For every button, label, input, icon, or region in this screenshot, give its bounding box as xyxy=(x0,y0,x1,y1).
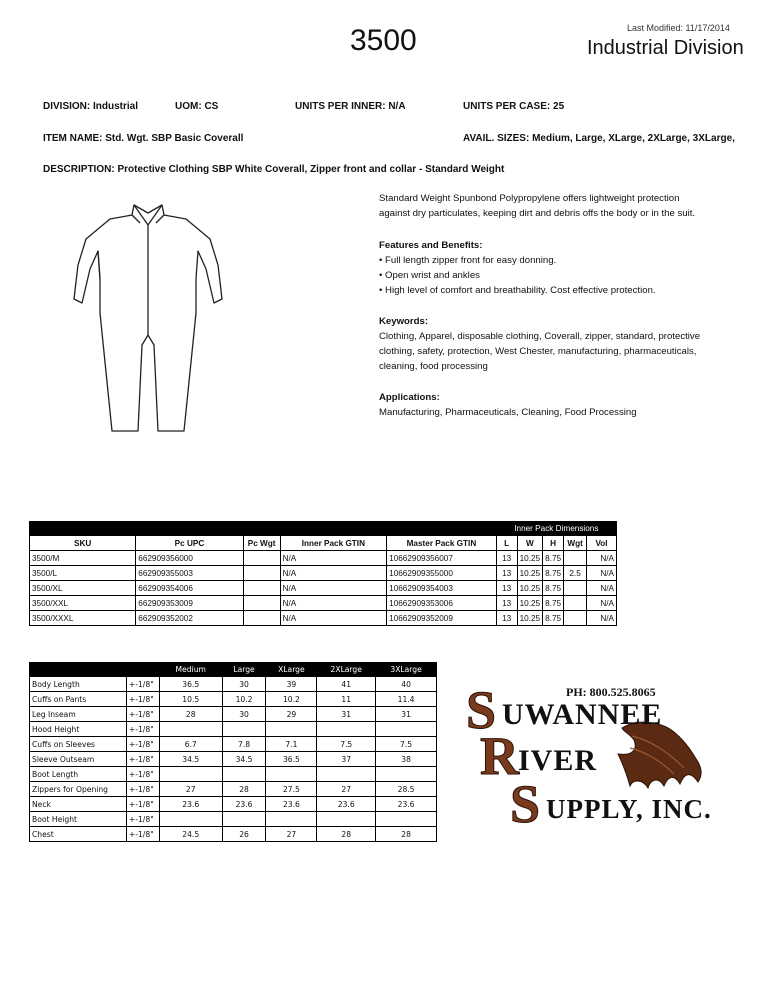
tolerance-cell: +-1/8" xyxy=(126,812,159,827)
inner-gtin-cell: N/A xyxy=(280,611,387,626)
medium-cell: 28 xyxy=(159,707,222,722)
large-cell: 23.6 xyxy=(222,797,266,812)
pc-wgt-cell xyxy=(243,611,280,626)
logo-initial-r: R xyxy=(480,726,519,786)
column-header: W xyxy=(517,536,543,551)
xlarge-cell xyxy=(266,722,317,737)
intro-line: against dry particulates, keeping dirt and debris offs the body or in the suit. xyxy=(379,208,696,219)
3xlarge-cell xyxy=(376,722,437,737)
column-header: Pc UPC xyxy=(136,536,243,551)
column-header: Medium xyxy=(159,663,222,677)
xlarge-cell: 27.5 xyxy=(266,782,317,797)
applications-block xyxy=(379,390,749,420)
medium-cell: 10.5 xyxy=(159,692,222,707)
suwannee-river-supply-logo xyxy=(462,670,744,830)
large-cell xyxy=(222,767,266,782)
height-cell: 8.75 xyxy=(543,581,564,596)
width-cell: 10.25 xyxy=(517,566,543,581)
logo-initial-s1: S xyxy=(466,680,497,740)
upc-cell: 662909353009 xyxy=(136,596,243,611)
xlarge-cell xyxy=(266,812,317,827)
units-per-inner-label: UNITS PER INNER: N/A xyxy=(295,101,406,112)
keywords-line: cleaning, food processing xyxy=(379,361,488,372)
width-cell: 10.25 xyxy=(517,581,543,596)
3xlarge-cell xyxy=(376,812,437,827)
logo-initial-s2: S xyxy=(510,774,541,830)
2xlarge-cell xyxy=(317,722,376,737)
description-label: DESCRIPTION: Protective Clothing SBP White Coverall, Zipper front and collar - Standard Weight xyxy=(43,164,505,175)
xlarge-cell: 10.2 xyxy=(266,692,317,707)
tolerance-cell: +-1/8" xyxy=(126,737,159,752)
tolerance-cell: +-1/8" xyxy=(126,692,159,707)
column-header: 3XLarge xyxy=(376,663,437,677)
large-cell xyxy=(222,812,266,827)
large-cell: 26 xyxy=(222,827,266,842)
upc-cell: 662909352002 xyxy=(136,611,243,626)
division-title: Industrial Division xyxy=(587,37,744,59)
3xlarge-cell: 28 xyxy=(376,827,437,842)
2xlarge-cell xyxy=(317,812,376,827)
item-number: 3500 xyxy=(350,24,417,57)
3xlarge-cell: 7.5 xyxy=(376,737,437,752)
2xlarge-cell: 28 xyxy=(317,827,376,842)
table-row xyxy=(30,812,437,827)
large-cell: 10.2 xyxy=(222,692,266,707)
medium-cell: 24.5 xyxy=(159,827,222,842)
2xlarge-cell: 23.6 xyxy=(317,797,376,812)
tolerance-cell: +-1/8" xyxy=(126,752,159,767)
volume-cell: N/A xyxy=(587,596,617,611)
sku-cell: 3500/M xyxy=(30,551,136,566)
length-cell: 13 xyxy=(496,581,517,596)
2xlarge-cell: 11 xyxy=(317,692,376,707)
master-gtin-cell: 10662909354003 xyxy=(387,581,497,596)
last-modified: Last Modified: 11/17/2014 xyxy=(627,23,730,33)
table-row xyxy=(30,566,617,581)
column-header: L xyxy=(496,536,517,551)
master-gtin-cell: 10662909356007 xyxy=(387,551,497,566)
features-title: Features and Benefits: xyxy=(379,240,483,251)
table-row xyxy=(30,581,617,596)
xlarge-cell: 39 xyxy=(266,677,317,692)
features-block xyxy=(379,238,749,298)
width-cell: 10.25 xyxy=(517,551,543,566)
xlarge-cell: 29 xyxy=(266,707,317,722)
keywords-title: Keywords: xyxy=(379,316,429,327)
3xlarge-cell xyxy=(376,767,437,782)
xlarge-cell: 27 xyxy=(266,827,317,842)
pc-wgt-cell xyxy=(243,596,280,611)
large-cell: 34.5 xyxy=(222,752,266,767)
upc-cell: 662909356000 xyxy=(136,551,243,566)
measurement-label: Neck xyxy=(30,797,127,812)
size-chart-table xyxy=(29,662,437,842)
width-cell: 10.25 xyxy=(517,611,543,626)
xlarge-cell: 23.6 xyxy=(266,797,317,812)
length-cell: 13 xyxy=(496,566,517,581)
division-label: DIVISION: Industrial xyxy=(43,101,139,112)
height-cell: 8.75 xyxy=(543,551,564,566)
sku-cell: 3500/L xyxy=(30,566,136,581)
3xlarge-cell: 11.4 xyxy=(376,692,437,707)
xlarge-cell: 7.1 xyxy=(266,737,317,752)
pc-wgt-cell xyxy=(243,581,280,596)
width-cell: 10.25 xyxy=(517,596,543,611)
logo-word-suwannee: UWANNEE xyxy=(502,698,663,731)
table-row xyxy=(30,722,437,737)
tolerance-cell: +-1/8" xyxy=(126,722,159,737)
column-header xyxy=(30,663,127,677)
weight-cell xyxy=(564,611,587,626)
length-cell: 13 xyxy=(496,611,517,626)
medium-cell: 23.6 xyxy=(159,797,222,812)
table-row xyxy=(30,677,437,692)
height-cell: 8.75 xyxy=(543,611,564,626)
master-gtin-cell: 10662909352009 xyxy=(387,611,497,626)
keywords-line: clothing, safety, protection, West Chester, manufacturing, pharmaceuticals, xyxy=(379,346,697,357)
master-gtin-cell: 10662909355000 xyxy=(387,566,497,581)
large-cell xyxy=(222,722,266,737)
pc-wgt-cell xyxy=(243,551,280,566)
logo-phone: PH: 800.525.8065 xyxy=(566,685,656,699)
3xlarge-cell: 23.6 xyxy=(376,797,437,812)
measurement-label: Zippers for Opening xyxy=(30,782,127,797)
xlarge-cell: 36.5 xyxy=(266,752,317,767)
volume-cell: N/A xyxy=(587,581,617,596)
tolerance-cell: +-1/8" xyxy=(126,767,159,782)
measurement-label: Cuffs on Pants xyxy=(30,692,127,707)
logo-word-supply: UPPLY, INC. xyxy=(546,794,712,824)
sku-table-group-header xyxy=(30,522,617,536)
product-intro xyxy=(379,191,749,221)
column-header xyxy=(126,663,159,677)
2xlarge-cell xyxy=(317,767,376,782)
length-cell: 13 xyxy=(496,551,517,566)
feature-item: • Full length zipper front for easy donning. xyxy=(379,255,557,266)
table-row xyxy=(30,611,617,626)
length-cell: 13 xyxy=(496,596,517,611)
inner-gtin-cell: N/A xyxy=(280,551,387,566)
table-row xyxy=(30,596,617,611)
logo-word-river: IVER xyxy=(518,744,598,777)
height-cell: 8.75 xyxy=(543,566,564,581)
medium-cell: 34.5 xyxy=(159,752,222,767)
table-row xyxy=(30,782,437,797)
volume-cell: N/A xyxy=(587,611,617,626)
2xlarge-cell: 37 xyxy=(317,752,376,767)
table-row xyxy=(30,737,437,752)
measurement-label: Leg Inseam xyxy=(30,707,127,722)
medium-cell xyxy=(159,722,222,737)
column-header: Wgt xyxy=(564,536,587,551)
weight-cell xyxy=(564,581,587,596)
inner-pack-dimensions-header: Inner Pack Dimensions xyxy=(496,522,616,536)
feature-item: • High level of comfort and breathability. Cost effective protection. xyxy=(379,285,656,296)
inner-gtin-cell: N/A xyxy=(280,581,387,596)
measurement-label: Boot Length xyxy=(30,767,127,782)
2xlarge-cell: 31 xyxy=(317,707,376,722)
large-cell: 30 xyxy=(222,707,266,722)
pc-wgt-cell xyxy=(243,566,280,581)
xlarge-cell xyxy=(266,767,317,782)
tolerance-cell: +-1/8" xyxy=(126,707,159,722)
3xlarge-cell: 28.5 xyxy=(376,782,437,797)
measurement-label: Hood Height xyxy=(30,722,127,737)
2xlarge-cell: 27 xyxy=(317,782,376,797)
table-row xyxy=(30,707,437,722)
table-row xyxy=(30,752,437,767)
inner-gtin-cell: N/A xyxy=(280,596,387,611)
upc-cell: 662909354006 xyxy=(136,581,243,596)
coverall-illustration xyxy=(68,195,228,435)
sku-cell: 3500/XXL xyxy=(30,596,136,611)
medium-cell xyxy=(159,812,222,827)
column-header: H xyxy=(543,536,564,551)
table-row xyxy=(30,767,437,782)
master-gtin-cell: 10662909353006 xyxy=(387,596,497,611)
medium-cell xyxy=(159,767,222,782)
sku-table xyxy=(29,521,617,626)
keywords-line: Clothing, Apparel, disposable clothing, Coverall, zipper, standard, protective xyxy=(379,331,701,342)
weight-cell xyxy=(564,551,587,566)
avail-sizes-label: AVAIL. SIZES: Medium, Large, XLarge, 2XLarge, 3XLarge, xyxy=(463,133,735,144)
weight-cell xyxy=(564,596,587,611)
item-name-label: ITEM NAME: Std. Wgt. SBP Basic Coverall xyxy=(43,133,244,144)
tolerance-cell: +-1/8" xyxy=(126,797,159,812)
medium-cell: 36.5 xyxy=(159,677,222,692)
table-row xyxy=(30,797,437,812)
2xlarge-cell: 41 xyxy=(317,677,376,692)
column-header: Large xyxy=(222,663,266,677)
2xlarge-cell: 7.5 xyxy=(317,737,376,752)
table-row xyxy=(30,551,617,566)
measurement-label: Chest xyxy=(30,827,127,842)
column-header: SKU xyxy=(30,536,136,551)
column-header: Pc Wgt xyxy=(243,536,280,551)
sku-table-header xyxy=(30,536,617,551)
large-cell: 7.8 xyxy=(222,737,266,752)
uom-label: UOM: CS xyxy=(175,101,219,112)
sku-cell: 3500/XXXL xyxy=(30,611,136,626)
tolerance-cell: +-1/8" xyxy=(126,827,159,842)
sku-cell: 3500/XL xyxy=(30,581,136,596)
units-per-case-label: UNITS PER CASE: 25 xyxy=(463,101,565,112)
inner-gtin-cell: N/A xyxy=(280,566,387,581)
size-chart-header xyxy=(30,663,437,677)
3xlarge-cell: 40 xyxy=(376,677,437,692)
applications-text: Manufacturing, Pharmaceuticals, Cleaning, Food Processing xyxy=(379,407,637,418)
measurement-label: Boot Height xyxy=(30,812,127,827)
table-row xyxy=(30,827,437,842)
upc-cell: 662909355003 xyxy=(136,566,243,581)
keywords-block xyxy=(379,314,749,374)
weight-cell: 2.5 xyxy=(564,566,587,581)
wing-graphic xyxy=(618,722,701,788)
measurement-label: Cuffs on Sleeves xyxy=(30,737,127,752)
column-header: 2XLarge xyxy=(317,663,376,677)
column-header: XLarge xyxy=(266,663,317,677)
column-header: Master Pack GTIN xyxy=(387,536,497,551)
height-cell: 8.75 xyxy=(543,596,564,611)
tolerance-cell: +-1/8" xyxy=(126,677,159,692)
intro-line: Standard Weight Spunbond Polypropylene offers lightweight protection xyxy=(379,193,680,204)
medium-cell: 27 xyxy=(159,782,222,797)
large-cell: 30 xyxy=(222,677,266,692)
measurement-label: Body Length xyxy=(30,677,127,692)
volume-cell: N/A xyxy=(587,566,617,581)
large-cell: 28 xyxy=(222,782,266,797)
measurement-label: Sleeve Outseam xyxy=(30,752,127,767)
volume-cell: N/A xyxy=(587,551,617,566)
feature-item: • Open wrist and ankles xyxy=(379,270,480,281)
tolerance-cell: +-1/8" xyxy=(126,782,159,797)
column-header: Vol xyxy=(587,536,617,551)
3xlarge-cell: 31 xyxy=(376,707,437,722)
column-header: Inner Pack GTIN xyxy=(280,536,387,551)
table-row xyxy=(30,692,437,707)
medium-cell: 6.7 xyxy=(159,737,222,752)
3xlarge-cell: 38 xyxy=(376,752,437,767)
applications-title: Applications: xyxy=(379,392,440,403)
